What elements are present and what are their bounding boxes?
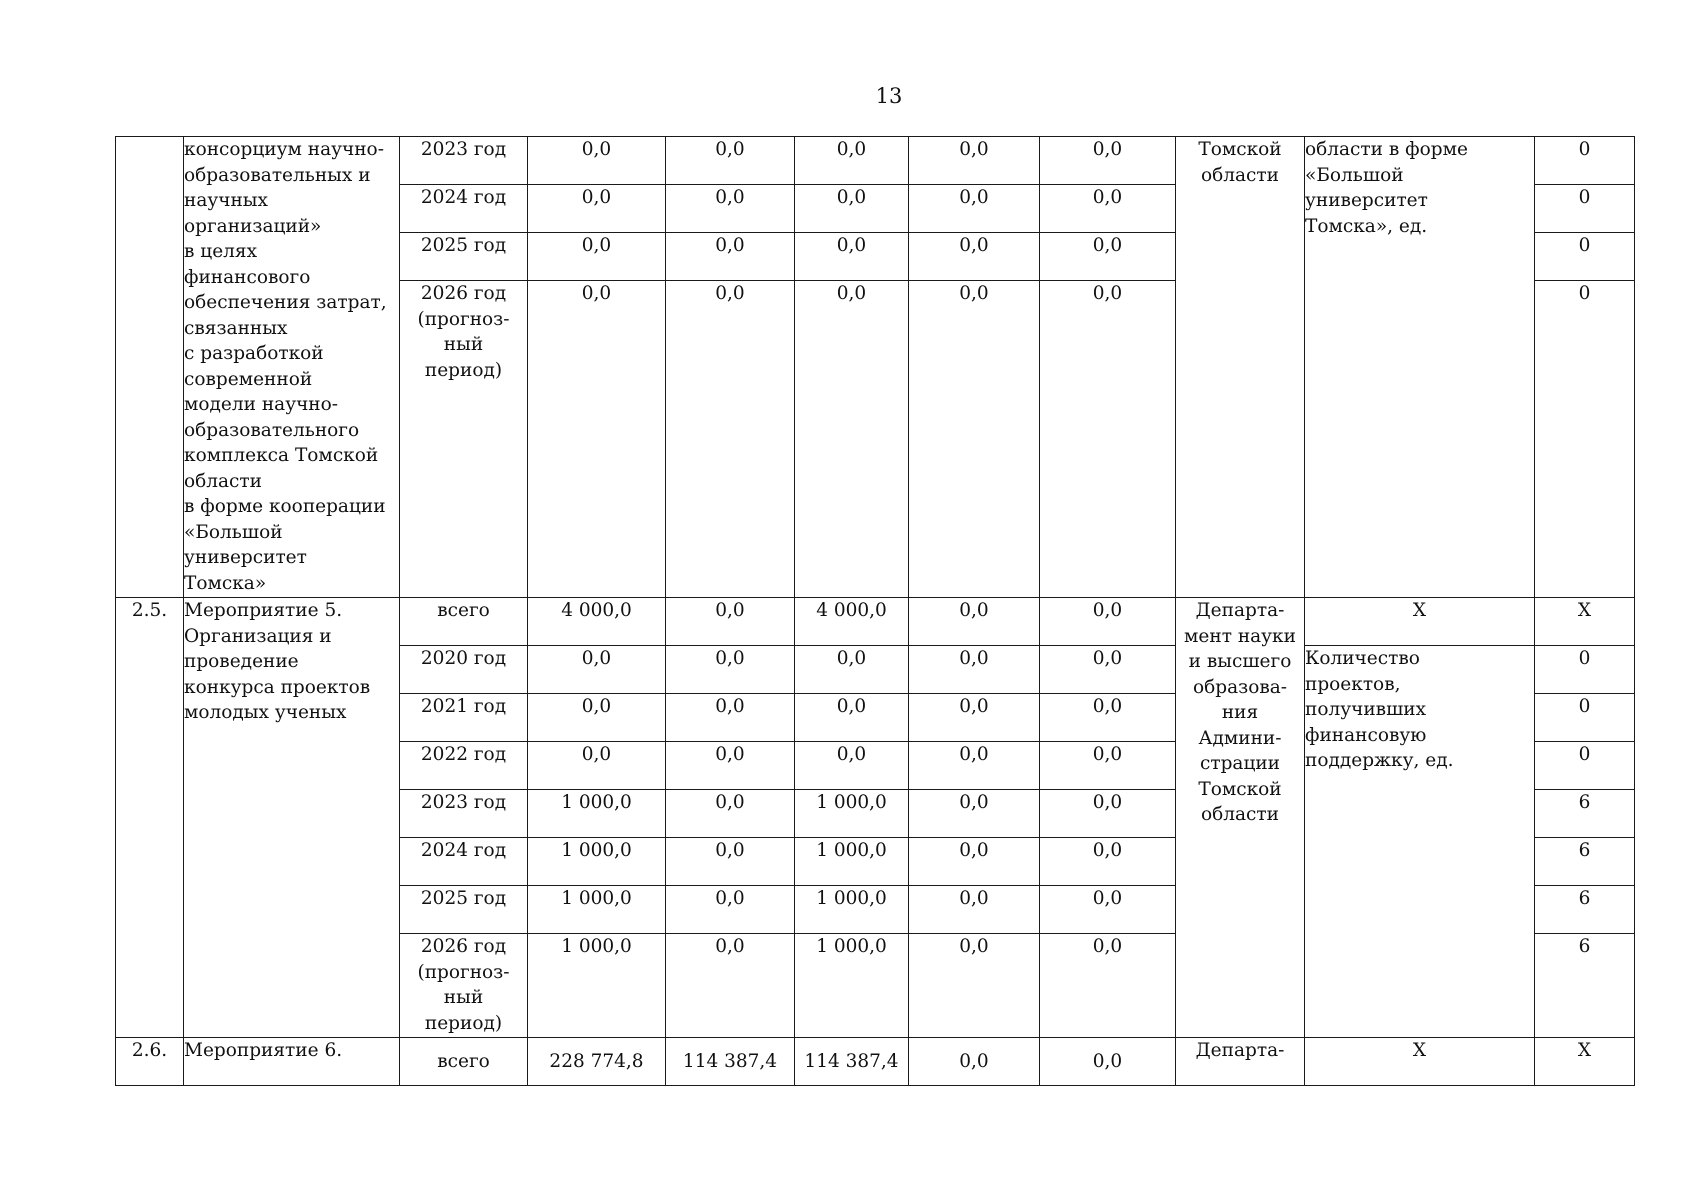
value-cell: 0,0 [909,838,1040,886]
value-cell: 0,0 [666,646,795,694]
target-value-cell: Х [1535,598,1635,646]
table-row [116,598,1635,646]
activity-name-cell: Мероприятие 5. Организация и проведение конкурса проектов молодых ученых [184,598,400,1038]
target-value-cell: 0 [1535,742,1635,790]
period-cell: 2024 год [400,185,528,233]
value-cell: 0,0 [1040,185,1176,233]
value-cell: 0,0 [909,185,1040,233]
value-cell: 0,0 [1040,838,1176,886]
page-number: 13 [875,84,903,108]
value-cell: 1 000,0 [528,886,666,934]
value-cell: 0,0 [666,694,795,742]
value-cell: 0,0 [909,934,1040,1038]
value-cell: 0,0 [666,790,795,838]
value-cell: 0,0 [528,185,666,233]
value-cell: 0,0 [795,137,909,185]
value-cell: 0,0 [795,742,909,790]
activity-name-cell: Мероприятие 6. [184,1038,400,1086]
period-cell: 2023 год [400,790,528,838]
value-cell: 0,0 [1040,137,1176,185]
value-cell: 0,0 [909,233,1040,281]
target-value-cell: 0 [1535,281,1635,598]
target-value-cell: 0 [1535,137,1635,185]
indicator-cell: Количество проектов, получивших финансовую поддержку, ед. [1305,646,1535,1038]
executor-cell: Департа- [1176,1038,1305,1086]
value-cell: 0,0 [528,281,666,598]
value-cell: 1 000,0 [795,838,909,886]
value-cell: 0,0 [795,233,909,281]
period-cell: 2020 год [400,646,528,694]
target-value-cell: 0 [1535,646,1635,694]
value-cell: 1 000,0 [795,790,909,838]
value-cell: 0,0 [1040,598,1176,646]
period-cell: 2024 год [400,838,528,886]
value-cell: 0,0 [1040,742,1176,790]
table-row [116,137,1635,185]
value-cell: 0,0 [666,742,795,790]
value-cell: 0,0 [528,233,666,281]
value-cell: 0,0 [909,790,1040,838]
value-cell: 0,0 [909,886,1040,934]
period-cell: 2026 год (прогноз- ный период) [400,934,528,1038]
value-cell: 0,0 [666,838,795,886]
executor-cell: Департа- мент науки и высшего образова- ния Админи- страции Томской области [1176,598,1305,1038]
value-cell: 0,0 [795,185,909,233]
value-cell: 4 000,0 [528,598,666,646]
value-cell: 0,0 [909,694,1040,742]
value-cell: 1 000,0 [528,934,666,1038]
activity-number-cell [116,137,184,598]
value-cell: 1 000,0 [795,886,909,934]
value-cell: 0,0 [1040,886,1176,934]
activity-number-cell: 2.5. [116,598,184,1038]
value-cell: 1 000,0 [528,838,666,886]
value-cell: 0,0 [666,886,795,934]
value-cell: 0,0 [666,137,795,185]
target-value-cell: 6 [1535,838,1635,886]
value-cell: 0,0 [1040,934,1176,1038]
value-cell: 0,0 [528,137,666,185]
target-value-cell: Х [1535,1038,1635,1086]
value-cell: 0,0 [909,281,1040,598]
value-cell: 0,0 [795,694,909,742]
value-cell: 0,0 [666,598,795,646]
value-cell: 114 387,4 [795,1038,909,1086]
value-cell: 0,0 [528,694,666,742]
indicator-cell: Х [1305,598,1535,646]
value-cell: 0,0 [666,233,795,281]
target-value-cell: 6 [1535,790,1635,838]
value-cell: 0,0 [1040,790,1176,838]
period-cell: всего [400,1038,528,1086]
value-cell: 0,0 [666,281,795,598]
executor-cell: Томской области [1176,137,1305,598]
value-cell: 0,0 [666,934,795,1038]
value-cell: 1 000,0 [795,934,909,1038]
value-cell: 1 000,0 [528,790,666,838]
value-cell: 0,0 [1040,1038,1176,1086]
value-cell: 0,0 [909,598,1040,646]
value-cell: 114 387,4 [666,1038,795,1086]
target-value-cell: 0 [1535,694,1635,742]
table-row [116,1038,1635,1086]
value-cell: 0,0 [666,185,795,233]
value-cell: 4 000,0 [795,598,909,646]
program-activities-table [115,136,1635,1086]
period-cell: 2021 год [400,694,528,742]
value-cell: 0,0 [528,646,666,694]
indicator-cell: Х [1305,1038,1535,1086]
target-value-cell: 0 [1535,233,1635,281]
period-cell: 2022 год [400,742,528,790]
target-value-cell: 6 [1535,934,1635,1038]
activity-number-cell: 2.6. [116,1038,184,1086]
period-cell: всего [400,598,528,646]
value-cell: 0,0 [795,646,909,694]
value-cell: 0,0 [1040,233,1176,281]
value-cell: 0,0 [909,1038,1040,1086]
value-cell: 0,0 [909,137,1040,185]
value-cell: 0,0 [909,742,1040,790]
target-value-cell: 6 [1535,886,1635,934]
value-cell: 0,0 [795,281,909,598]
indicator-cell: области в форме «Большой университет Томска», ед. [1305,137,1535,598]
value-cell: 0,0 [1040,646,1176,694]
period-cell: 2025 год [400,233,528,281]
value-cell: 0,0 [1040,694,1176,742]
value-cell: 228 774,8 [528,1038,666,1086]
period-cell: 2025 год [400,886,528,934]
activity-name-cell: консорциум научно- образовательных и научных организаций» в целях финансового обеспечения затрат, связанных с разработкой современной модели научно- образовательного комплекса Томской области в форме кооперации «Большой университет Томска» [184,137,400,598]
period-cell: 2026 год (прогноз- ный период) [400,281,528,598]
value-cell: 0,0 [1040,281,1176,598]
period-cell: 2023 год [400,137,528,185]
target-value-cell: 0 [1535,185,1635,233]
value-cell: 0,0 [909,646,1040,694]
value-cell: 0,0 [528,742,666,790]
